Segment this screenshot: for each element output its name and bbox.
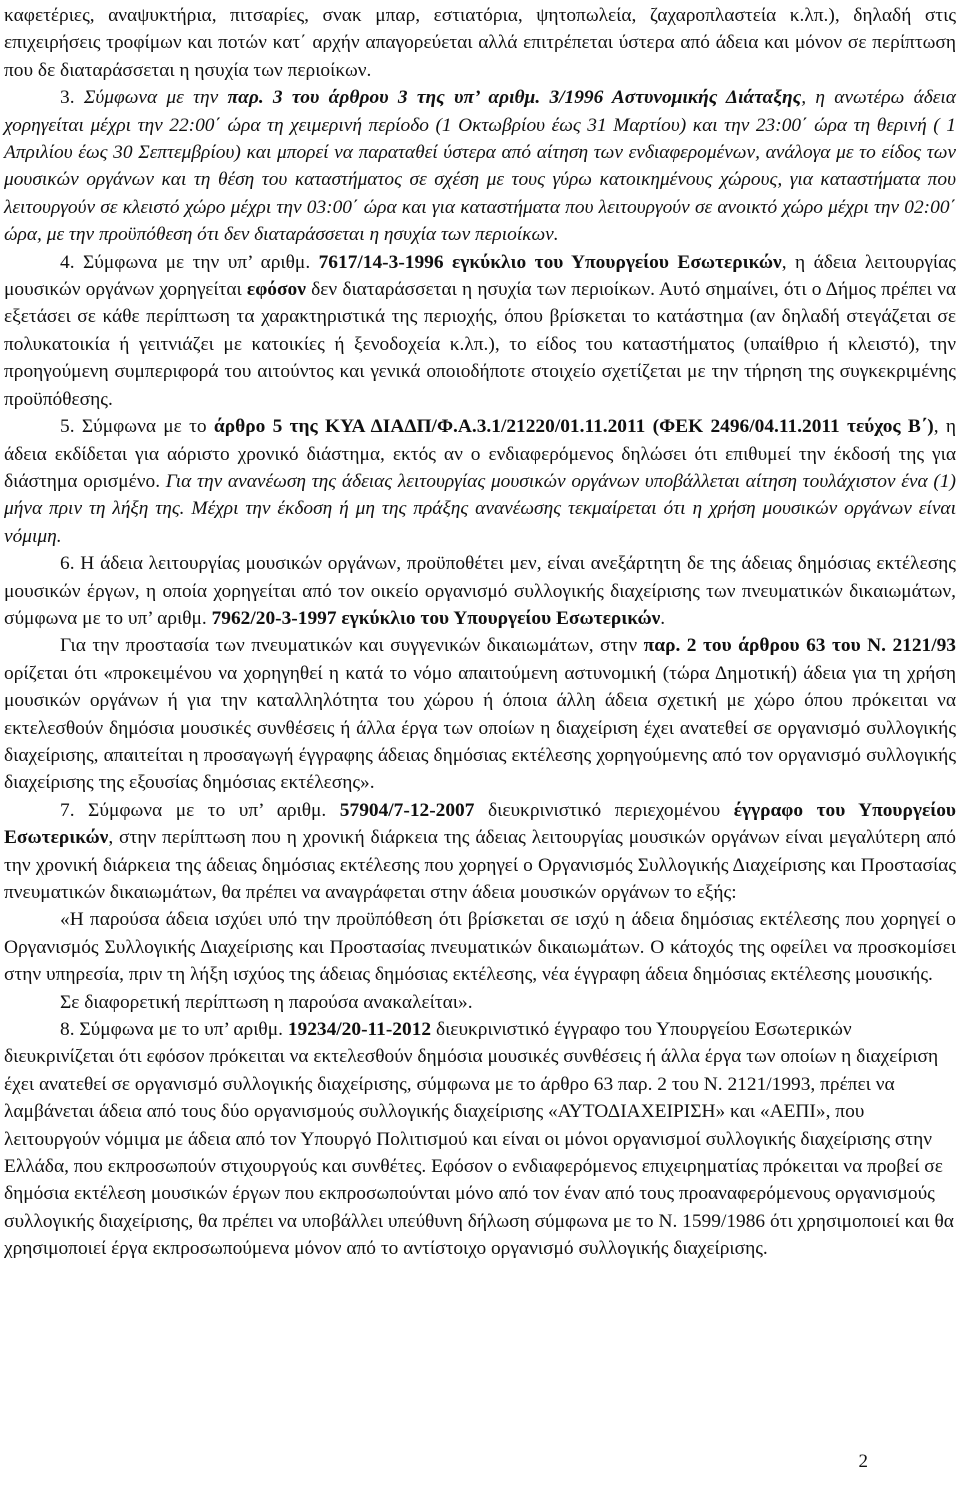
paragraph-6-public-performance-licence xyxy=(4,550,956,632)
text-run: 7617/14-3-1996 εγκύκλιο του Υπουργείου Εσωτερικών xyxy=(318,251,782,273)
document-body xyxy=(4,2,956,1263)
text-run: παρ. 3 του άρθρου 3 της υπ’ αριθμ. 3/1996 Αστυνομικής Διάταξης xyxy=(227,87,802,109)
text-run: διευκρινιστικό έγγραφο του Υπουργείου Εσωτερικών διευκρινίζεται ότι εφόσον πρόκειται να εκτελεσθούν δημόσια μουσικές συνθέσεις ή άλλα έργα των οποίων η διαχείριση έχει ανατεθεί σε οργανισμό συλλογικής διαχείρισης, σύμφωνα με το άρθρο 63 παρ. 2 του Ν. 2121/1993, πρέπει να λαμβάνεται άδεια από τους δύο οργανισμούς συλλογικής διαχείρισης «ΑΥΤΟΔΙΑΧΕΙΡΙΣΗ» και «ΑΕΠΙ», που λειτουργούν νόμιμα με άδεια από τον Υπουργό Πολιτισμού και είναι οι μόνοι οργανισμοί συλλογικής διαχείρισης στην Ελλάδα, που εκπροσωπούν στιχουργούς και συνθέτες. Εφόσον ο ενδιαφερόμενος επιχειρηματίας πρόκειται να προβεί σε δημόσια εκτέλεση μουσικών έργων που εκπροσωπούνται μόνο από τον έναν από τους προαναφερόμενους οργανισμούς συλλογικής διαχείρισης, θα πρέπει να υποβάλλει υπεύθυνη δήλωση σύμφωνα με το Ν. 1599/1986 ότι χρησιμοποιεί και θα χρησιμοποιεί έργα εκπροσωπούμενα μόνον από το αντίστοιχο οργανισμό συλλογικής διαχείρισης. xyxy=(4,1019,954,1260)
paragraph-5-kya-article-5 xyxy=(4,413,956,550)
text-run: δεν διαταράσσεται η ησυχία των περιοίκων. Αυτό σημαίνει, ότι ο Δήμος πρέπει να εξετάσει σε κάθε περίπτωση τα χαρακτηριστικά της περιοχής, όπου βρίσκεται το κατάστημα (αν δηλαδή στεγάζεται σε πολυκατοικία ή γειτνιάζει με κατοικίες ή ξενοδοχεία κ.λπ.), το είδος του καταστήματος (υπαίθριο ή κλειστό), την προηγούμενη συμπεριφορά του αιτούντος και γενικά οποιοδήποτε στοιχείο σχετίζεται με την τήρηση της συγκεκριμένης προϋπόθεσης. xyxy=(4,279,956,410)
text-run: εφόσον xyxy=(246,279,306,301)
text-run: 57904/7-12-2007 xyxy=(339,799,475,821)
text-run: 6. Η άδεια λειτουργίας μουσικών οργάνων, προϋποθέτει μεν, είναι ανεξάρτητη δε της άδειας δημόσιας εκτέλεσης μουσικών έργων, η οποία χορηγείται από τον οικείο οργανισμό συλλογικής διαχείρισης των πνευματικών δικαιωμάτων, σύμφωνα με το υπ’ αριθμ. xyxy=(4,553,956,629)
paragraph-copyright-protection xyxy=(4,632,956,796)
text-run: 5. Σύμφωνα με το xyxy=(60,416,214,438)
paragraph-revocation-quote xyxy=(4,989,956,1016)
paragraph-intro xyxy=(4,2,956,84)
text-run: . xyxy=(660,607,666,629)
text-run: άρθρο 5 της ΚΥΑ ΔΙΑΔΠ/Φ.Α.3.1/21220/01.11.2011 (ΦΕΚ 2496/04.11.2011 τεύχος Β΄) xyxy=(213,416,934,438)
text-run: , η ανωτέρω άδεια χορηγείται μέχρι την 22:00΄ ώρα τη χειμερινή περίοδο (1 Οκτωβρίου έως 31 Μαρτίου) και την 23:00΄ ώρα τη θερινή ( 1 Απριλίου έως 30 Σεπτεμβρίου) και μπορεί να παραταθεί ύστερα από αίτηση των ενδιαφερομένων, ανάλογα με το είδος των μουσικών οργάνων και τη θέση του καταστήματος σε σχέση με τους γύρω κατοικημένους χώρους, για καταστήματα που λειτουργούν σε κλειστό χώρο μέχρι την 03:00΄ ώρα και για καταστήματα που λειτουργούν σε ανοικτό χώρο μέχρι την 02:00΄ ώρα, με την προϋπόθεση ότι δεν διαταράσσεται η ησυχία των περιοίκων. xyxy=(4,87,956,246)
text-run: , η άδεια εκδίδεται για αόριστο χρονικό διάστημα, εκτός αν ο ενδιαφερόμενος δηλώσει ότι επιθυμεί την έκδοσή της για διάστημα ορισμένο. xyxy=(4,416,957,492)
paragraph-4-circular-7617 xyxy=(4,249,956,413)
text-run: έγγραφο του Υπουργείου Εσωτερικών xyxy=(4,799,956,849)
text-run: ορίζεται ότι «προκειμένου να χορηγηθεί η κατά το νόμο απαιτούμενη αστυνομική (τώρα Δημοτική) άδεια για τη χρήση μουσικών οργάνων ή για την καταλληλότητα του χώρου ή όποια άλλη άδεια σχετική με χώρο όπου πρόκειται να εκτελεσθούν δημόσια μουσικές συνθέσεις ή άλλα έργα των οποίων η διαχείριση έχει ανατεθεί σε οργανισμό συλλογικής διαχείρισης, απαιτείται η προσαγωγή έγγραφης άδειας δημόσιας εκτέλεσης χορηγούμενης από τον οργανισμό συλλογικής διαχείρισης της εξουσίας δημόσιας εκτέλεσης». xyxy=(4,662,956,794)
text-run: Για την ανανέωση της άδειας λειτουργίας μουσικών οργάνων υποβάλλεται αίτηση τουλάχιστον ένα (1) μήνα πριν τη λήξη της. Μέχρι την έκδοση ή μη της πράξης ανανέωσης τεκμαίρεται ότι η χρήση μουσικών οργάνων είναι νόμιμη. xyxy=(4,470,956,547)
paragraph-8-document-19234 xyxy=(4,1016,956,1263)
text-run: Σύμφωνα με την xyxy=(83,87,228,109)
text-run: 19234/20-11-2012 xyxy=(287,1019,432,1041)
text-run: 7962/20-3-1997 εγκύκλιο του Υπουργείου Εσωτερικών xyxy=(211,607,661,629)
paragraph-3-police-ordinance xyxy=(4,84,956,248)
text-run: παρ. 2 του άρθρου 63 του Ν. 2121/93 xyxy=(643,635,956,657)
paragraph-licence-validity-quote xyxy=(4,906,956,988)
text-run: 4. Σύμφωνα με την υπ’ αριθμ. xyxy=(60,251,319,273)
text-run: διευκρινιστικό περιεχομένου xyxy=(474,799,734,821)
page-number: 2 xyxy=(858,1450,868,1472)
paragraph-7-document-57904 xyxy=(4,797,956,907)
text-run: 8. Σύμφωνα με το υπ’ αριθμ. xyxy=(60,1019,288,1041)
text-run: καφετέριες, αναψυκτήρια, πιτσαρίες, σνακ μπαρ, εστιατόρια, ψητοπωλεία, ζαχαροπλαστεία κ.λπ.), δηλαδή στις επιχειρήσεις τροφίμων και ποτών κατ΄ αρχήν απαγορεύεται αλλά επιτρέπεται ύστερα από άδεια και μόνον σε περίπτωση που δε διαταράσσεται η ησυχία των περιοίκων. xyxy=(4,5,956,81)
text-run: 3. xyxy=(60,87,84,109)
text-run: , στην περίπτωση που η χρονική διάρκεια της άδειας λειτουργίας μουσικών οργάνων είναι μεγαλύτερη από την χρονική διάρκεια της άδειας δημόσιας εκτέλεσης που χορηγεί ο Οργανισμός Συλλογικής Διαχείρισης και Προστασίας πνευματικών δικαιωμάτων, θα πρέπει να αναγράφεται στην άδεια μουσικών οργάνων το εξής: xyxy=(4,827,956,903)
text-run: Σε διαφορετική περίπτωση η παρούσα ανακαλείται». xyxy=(60,991,473,1013)
text-run: 7. Σύμφωνα με το υπ’ αριθμ. xyxy=(60,799,340,821)
text-run: «Η παρούσα άδεια ισχύει υπό την προϋπόθεση ότι βρίσκεται σε ισχύ η άδεια δημόσιας εκτέλεσης που χορηγεί ο Οργανισμός Συλλογικής Διαχείρισης και Προστασίας πνευματικών δικαιωμάτων. Ο κάτοχός της οφείλει να προσκομίσει στην υπηρεσία, πριν τη λήξη ισχύος της άδειας δημόσιας εκτέλεσης, νέα έγγραφη άδεια δημόσιας εκτέλεσης μουσικής. xyxy=(4,909,956,986)
text-run: Για την προστασία των πνευματικών και συγγενικών δικαιωμάτων, στην xyxy=(60,635,644,657)
text-run: , η άδεια λειτουργίας μουσικών οργάνων χορηγείται xyxy=(4,251,956,301)
